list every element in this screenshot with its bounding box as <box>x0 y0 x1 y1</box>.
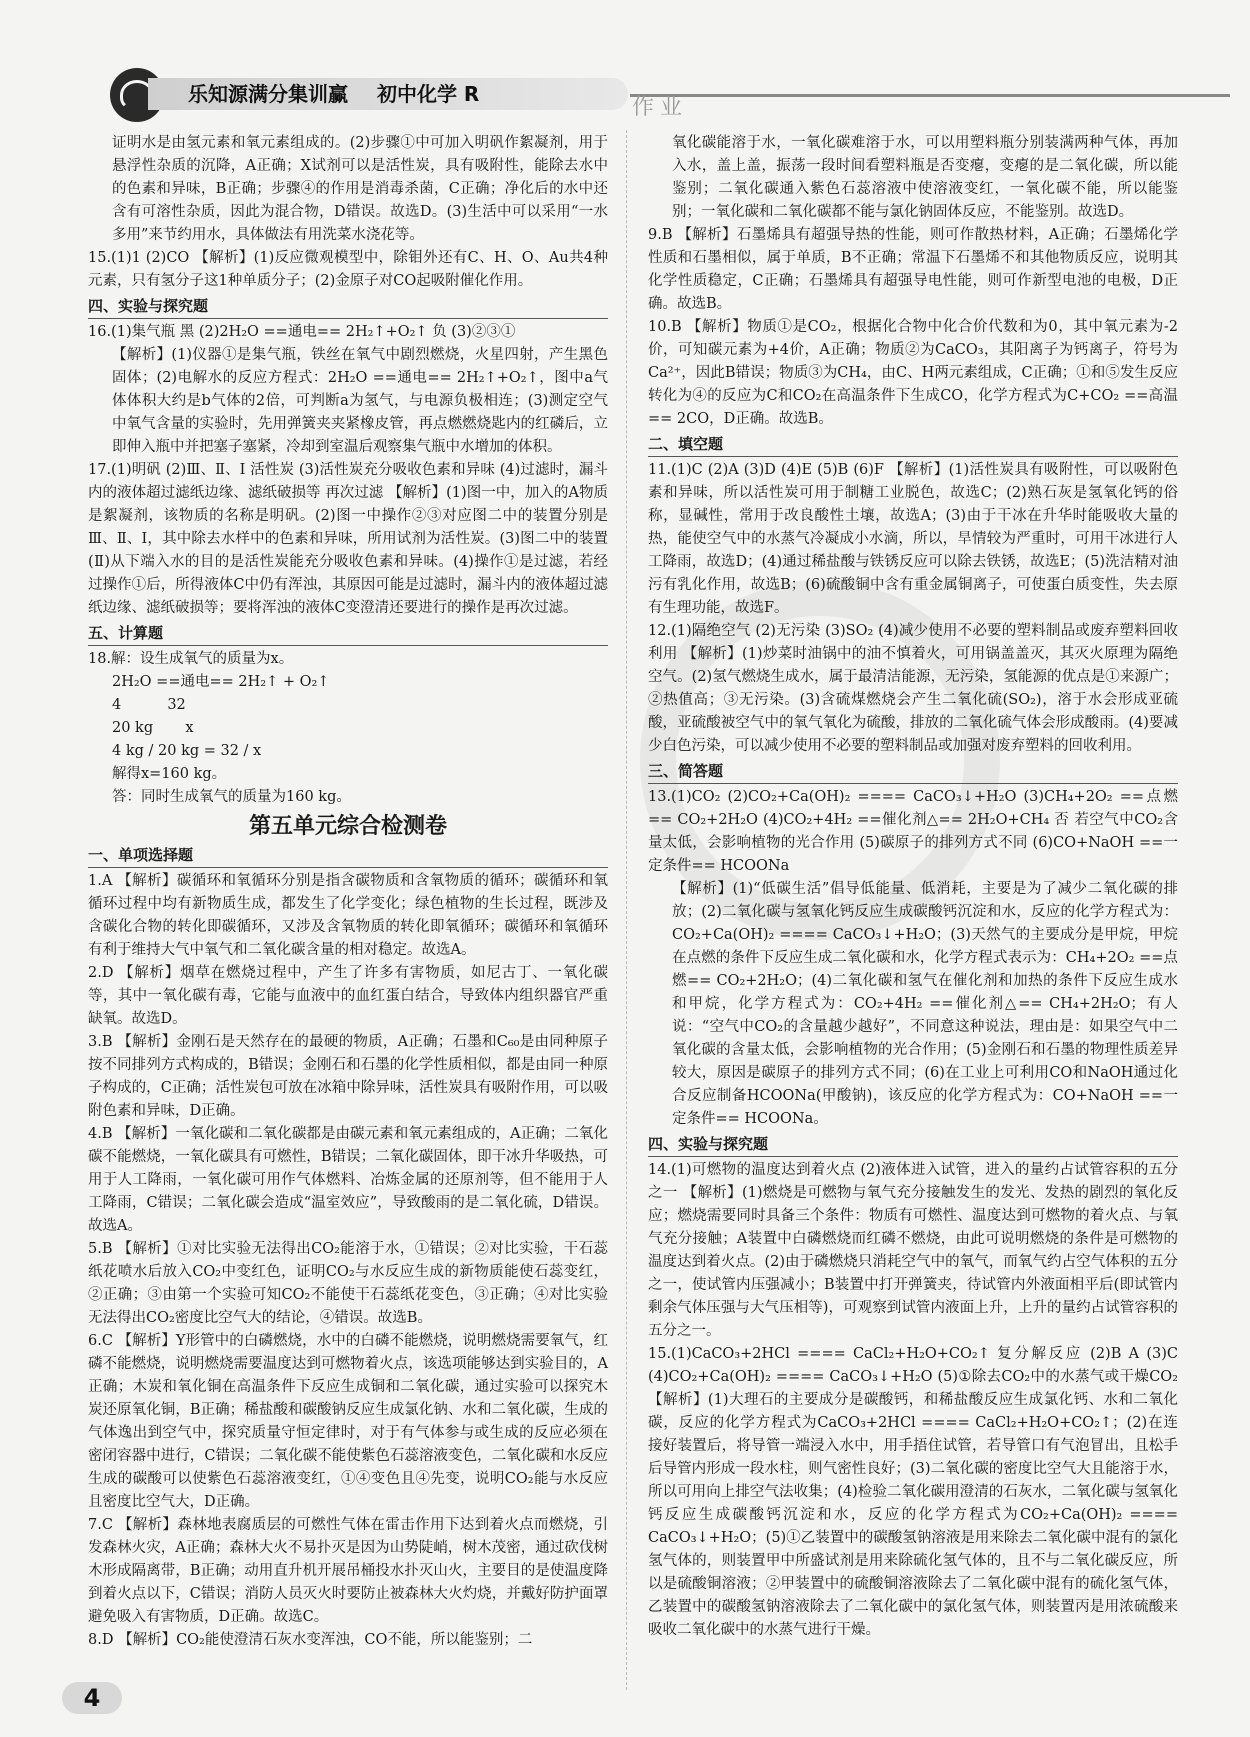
answer-9: 9.B 【解析】石墨烯具有超强导热的性能，则可作散热材料，A正确；石墨烯化学性质和石墨相似，属于单质，B不正确；常温下石墨烯不和其他物质反应，说明其化学性质稳定，C正确；石墨烯具有超强导电性能，则可作新型电池的电极，D正确。故选B。 <box>648 227 1178 312</box>
subject-label: 初中化学 R <box>376 82 480 106</box>
left-column <box>88 132 608 1652</box>
answer-17: 17.(1)明矾 (2)Ⅲ、Ⅱ、Ⅰ 活性炭 (3)活性炭充分吸收色素和异味 (4)过滤时，漏斗内的液体超过滤纸边缘、滤纸破损等 再次过滤 【解析】(1)图一中，加入的A物质是絮凝剂，该物质的名称是明矾。(2)图一中操作②③对应图二中的装置分别是Ⅲ、Ⅱ、Ⅰ，其中除去水样中的色素和异味，所用试剂为活性炭。(3)图二中的装置(Ⅱ)从下端入水的目的是活性炭能充分吸收色素和异味。(4)操作①是过滤，若经过操作①后，所得液体C中仍有浑浊，其原因可能是过滤时，漏斗内的液体超过滤纸边缘、滤纸破损等；要将浑浊的液体C变澄清还要进行的操作是再次过滤。 <box>88 462 608 616</box>
answer-15: 15.(1)CaCO₃+2HCl ==== CaCl₂+H₂O+CO₂↑ 复分解反应 (2)B A (3)C (4)CO₂+Ca(OH)₂ ==== CaCO₃↓+H₂O (5)①除去CO₂中的水蒸气或干燥CO₂ 【解析】(1)大理石的主要成分是碳酸钙，和稀盐酸反应生成氯化钙、水和二氧化碳，反应的化学方程式为CaCO₃+2HCl ==== CaCl₂+H₂O+CO₂↑；(2)在连接好装置后，将导管一端浸入水中，用手捂住试管，若导管口有气泡冒出，且松手后导管内形成一段水柱，则气密性良好；(3)二氧化碳的密度比空气大且能溶于水，所以可用向上排空气法收集；(4)检验二氧化碳用澄清的石灰水，二氧化碳与氢氧化钙反应生成碳酸钙沉淀和水，反应的化学方程式为CO₂+Ca(OH)₂ ==== CaCO₃↓+H₂O；(5)①乙装置中的碳酸氢钠溶液是用来除去二氧化碳中混有的氯化氢气体的，则装置甲中所盛试剂是用来除硫化氢气体的，且不与二氧化碳反应，所以是硫酸铜溶液；②甲装置中的硫酸铜溶液除去了二氧化碳中混有的硫化氢气体，乙装置中的碳酸氢钠溶液除去了二氧化碳中的氯化氢气体，则装置丙是用浓硫酸来吸收二氧化碳中的水蒸气进行干燥。 <box>648 1346 1178 1638</box>
equation: 2H₂O ==通电== 2H₂↑ + O₂↑ <box>112 674 330 690</box>
page-number: 4 <box>62 1682 122 1714</box>
header-band <box>148 78 628 110</box>
answer-14: 14.(1)可燃物的温度达到着火点 (2)液体进入试管，进入的量约占试管容积的五分之一 【解析】(1)燃烧是可燃物与氧气充分接触发生的发光、发热的剧烈的氧化反应；燃烧需要同时具备三个条件：物质有可燃性、温度达到可燃物的着火点、与氧气充分接触；A装置中白磷燃烧而红磷不燃烧，由此可说明燃烧的条件是可燃物的温度达到着火点。(2)由于磷燃烧只消耗空气中的氧气，而氧气约占空气体积的五分之一，使试管内压强减小；B装置中打开弹簧夹，待试管内外液面相平后(即试管内剩余气体压强与大气压相等)，可观察到试管内液面上升，上升的量约占试管容积的五分之一。 <box>648 1162 1178 1339</box>
header-rule <box>630 94 1230 97</box>
answer-15: 15.(1)1 (2)CO 【解析】(1)反应微观模型中，除钼外还有C、H、O、Au共4种元素，只有氢分子这1种单质分子；(2)金原子对CO起吸附催化作用。 <box>88 250 608 289</box>
answer-12: 12.(1)隔绝空气 (2)无污染 (3)SO₂ (4)减少使用不必要的塑料制品或废弃塑料回收利用 【解析】(1)炒菜时油锅中的油不慎着火，可用锅盖盖灭，其灭火原理为隔绝空气。(2)氢气燃烧生成水，属于最清洁能源，无污染，氢能源的优点是①来源广；②热值高；③无污染。(3)含硫煤燃烧会产生二氧化硫(SO₂)，溶于水会形成亚硫酸，亚硫酸被空气中的氧气氧化为硫酸，排放的二氧化硫气体会形成酸雨。(4)要减少白色污染，可以减少使用不必要的塑料制品或加强对废弃塑料的回收利用。 <box>648 623 1178 754</box>
answer-3: 3.B 【解析】金刚石是天然存在的最硬的物质，A正确；石墨和C₆₀是由同种原子按不同排列方式构成的，B错误；金刚石和石墨的化学性质相似，都是由同一种原子构成的，C正确；活性炭包可放在冰箱中除异味，活性炭具有吸附作用，可以吸附色素和异味，D正确。 <box>88 1034 608 1119</box>
ratio: 4 kg / 20 kg = 32 / x <box>112 743 262 759</box>
section-heading: 四、实验与探究题 <box>88 295 608 319</box>
answer-13-explanation: 【解析】(1)“低碳生活”倡导低能量、低消耗，主要是为了减少二氧化碳的排放；(2)二氧化碳与氢氧化钙反应生成碳酸钙沉淀和水，反应的化学方程式为：CO₂+Ca(OH)₂ ==== CaCO₃↓+H₂O；(3)天然气的主要成分是甲烷，甲烷在点燃的条件下反应生成二氧化碳和水，化学方程式表示为：CH₄+2O₂ ==点燃== CO₂+2H₂O；(4)二氧化碳和氢气在催化剂和加热的条件下反应生成水和甲烷，化学方程式为：CO₂+4H₂ ==催化剂△== CH₄+2H₂O；有人说：“空气中CO₂的含量越少越好”，不同意这种说法，理由是：如果空气中二氧化碳的含量太低，会影响植物的光合作用；(5)金刚石和石墨的物理性质差异较大，原因是碳原子的排列方式不同；(6)在工业上可利用CO和NaOH通过化合反应制备HCOONa(甲酸钠)，该反应的化学方程式为：CO+NaOH ==一定条件== HCOONa。 <box>672 881 1178 1127</box>
column-divider <box>626 130 627 1690</box>
section-heading: 三、简答题 <box>648 760 1178 784</box>
answer-line: 答：同时生成氧气的质量为160 kg。 <box>112 789 351 805</box>
answer-text: 证明水是由氢元素和氧元素组成的。(2)步骤①中可加入明矾作絮凝剂，用于悬浮性杂质的沉降，A正确；X试剂可以是活性炭，具有吸附性，能除去水中的色素和异味，B正确；步骤④的作用是消毒杀菌，C正确；净化后的水中还含有可溶性杂质，因此为混合物，D错误。故选D。(3)生活中可以采用“一水多用”来节约用水，具体做法有用洗菜水浇花等。 <box>112 135 608 243</box>
answer-7: 7.C 【解析】森林地表腐质层的可燃性气体在雷击作用下达到着火点而燃烧，引发森林火灾，A正确；森林大火不易扑灭是因为山势陡峭，树木茂密，通过砍伐树木形成隔离带，B正确；动用直升机开展吊桶投水扑灭山火，主要目的是使温度降到着火点以下，C错误；消防人员灭火时要防止被森林大火灼烧，并戴好防护面罩避免吸入有害物质，D正确。故选C。 <box>88 1517 608 1625</box>
answer-11: 11.(1)C (2)A (3)D (4)E (5)B (6)F 【解析】(1)活性炭具有吸附性，可以吸附色素和异味，所以活性炭可用于制糖工业脱色，故选C；(2)熟石灰是氢氧化钙的俗称，显碱性，常用于改良酸性土壤，故选A；(3)由于干冰在升华时能吸收大量的热，能使空气中的水蒸气冷凝成小水滴，所以，旱情较为严重时，可用干冰进行人工降雨，故选D；(4)通过稀盐酸与铁锈反应可以除去铁锈，故选E；(5)洗洁精对油污有乳化作用，故选B；(6)硫酸铜中含有重金属铜离子，可使蛋白质变性，失去原有生理功能，故选F。 <box>648 462 1178 616</box>
answer-8-continued: 氧化碳能溶于水，一氧化碳难溶于水，可以用塑料瓶分别装满两种气体，再加入水，盖上盖，振荡一段时间看塑料瓶是否变瘪，变瘪的是二氧化碳，所以能鉴别；二氧化碳通入紫色石蕊溶液中使溶液变红，一氧化碳不能，所以能鉴别；一氧化碳和二氧化碳都不能与氯化钠固体反应，不能鉴别。故选D。 <box>672 135 1178 220</box>
equation-row: 4 32 <box>112 697 186 713</box>
right-column <box>648 132 1178 1642</box>
answer-18: 18.解：设生成氧气的质量为x。 <box>88 651 294 667</box>
page-header <box>110 68 1230 118</box>
section-heading: 五、计算题 <box>88 622 608 646</box>
answer-4: 4.B 【解析】一氧化碳和二氧化碳都是由碳元素和氧元素组成的，A正确；二氧化碳不能燃烧，一氧化碳具有可燃性，B错误；二氧化碳固体，即干冰升华吸热，可用于人工降雨，一氧化碳可用作气体燃料、冶炼金属的还原剂等，但不能用于人工降雨，C错误；二氧化碳会造成“温室效应”，导致酸雨的是二氧化硫，D错误。故选A。 <box>88 1126 608 1234</box>
answer-1: 1.A 【解析】碳循环和氧循环分别是指含碳物质和含氧物质的循环；碳循环和氧循环过程中均有新物质生成，都发生了化学变化；绿色植物的生长过程，既涉及含碳化合物的转化即碳循环，又涉及含氧物质的转化即氧循环；碳循环和氧循环有利于维持大气中氧气和二氧化碳含量的相对稳定。故选A。 <box>88 873 608 958</box>
solution: 解得x=160 kg。 <box>112 766 227 782</box>
section-heading: 一、单项选择题 <box>88 844 608 868</box>
unit-title: 第五单元综合检测卷 <box>248 814 447 839</box>
answer-6: 6.C 【解析】Y形管中的白磷燃烧，水中的白磷不能燃烧，说明燃烧需要氧气，红磷不能燃烧，说明燃烧需要温度达到可燃物着火点，该选项能够达到实验目的，A正确；木炭和氧化铜在高温条件下反应生成铜和二氧化碳，通过实验可以探究木炭还原氧化铜，B正确；稀盐酸和碳酸钠反应生成氯化钠、水和二氧化碳，生成的气体逸出到空气中，探究质量守恒定律时，对于有气体参与或生成的反应必须在密闭容器中进行，C错误；二氧化碳不能使紫色石蕊溶液变色，二氧化碳和水反应生成的碳酸可以使紫色石蕊溶液变红，①④变色且④先变，说明CO₂能与水反应且密度比空气大，D正确。 <box>88 1333 608 1510</box>
answer-8: 8.D 【解析】CO₂能使澄清石灰水变浑浊，CO不能，所以能鉴别；二 <box>88 1632 533 1648</box>
answer-16-explanation: 【解析】(1)仪器①是集气瓶，铁丝在氧气中剧烈燃烧，火星四射，产生黑色固体；(2)电解水的反应方程式：2H₂O ==通电== 2H₂↑+O₂↑，图中a气体体积大约是b气体的2倍，可判断a为氢气，与电源负极相连；(3)测定空气中氧气含量的实验时，先用弹簧夹夹紧橡皮管，再点燃燃烧匙内的红磷后，立即伸入瓶中并把塞子塞紧，冷却到室温后观察集气瓶中水增加的体积。 <box>112 347 608 455</box>
answer-10: 10.B 【解析】物质①是CO₂，根据化合物中化合价代数和为0，其中氧元素为-2价，可知碳元素为+4价，A正确；物质②为CaCO₃，其阳离子为钙离子，符号为Ca²⁺，因此B错误；物质③为CH₄，由C、H两元素组成，C正确；①和⑤发生反应转化为④的反应为C和CO₂在高温条件下生成CO，化学方程式为C+CO₂ ==高温== 2CO，D正确。故选B。 <box>648 319 1178 427</box>
answer-16: 16.(1)集气瓶 黑 (2)2H₂O ==通电== 2H₂↑+O₂↑ 负 (3)②③① <box>88 324 516 340</box>
answer-13: 13.(1)CO₂ (2)CO₂+Ca(OH)₂ ==== CaCO₃↓+H₂O (3)CH₄+2O₂ ==点燃== CO₂+2H₂O (4)CO₂+4H₂ ==催化剂△== 2H₂O+CH₄ 否 若空气中CO₂含量太低，会影响植物的光合作用 (5)碳原子的排列方式不同 (6)CO+NaOH ==一定条件== HCOONa <box>648 789 1178 874</box>
equation-row: 20 kg x <box>112 720 194 736</box>
section-heading: 四、实验与探究题 <box>648 1133 1178 1157</box>
section-heading: 二、填空题 <box>648 433 1178 457</box>
header-stamp: 作业 <box>632 95 689 120</box>
brand-name: 乐知源满分集训赢 <box>188 82 348 106</box>
answer-5: 5.B 【解析】①对比实验无法得出CO₂能溶于水，①错误；②对比实验，干石蕊纸花喷水后放入CO₂中变红色，证明CO₂与水反应生成的新物质能使石蕊变红，②正确；③由第一个实验可知CO₂不能使干石蕊纸花变色，③正确；④对比实验无法得出CO₂密度比空气大的结论，④错误。故选B。 <box>88 1241 608 1326</box>
answer-2: 2.D 【解析】烟草在燃烧过程中，产生了许多有害物质，如尼古丁、一氧化碳等，其中一氧化碳有毒，它能与血液中的血红蛋白结合，导致体内组织器官严重缺氧。故选D。 <box>88 965 608 1027</box>
